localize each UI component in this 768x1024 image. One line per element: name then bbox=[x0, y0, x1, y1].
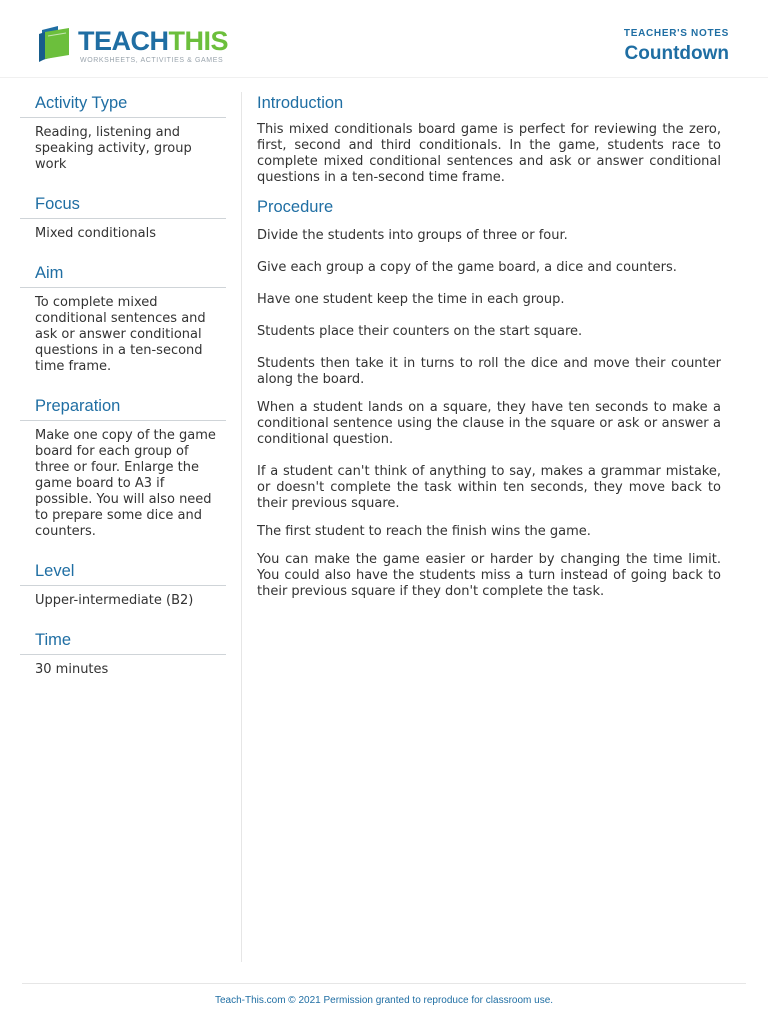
sidebar-heading: Focus bbox=[20, 195, 226, 219]
book-logo-icon bbox=[36, 24, 76, 64]
sidebar-section-preparation bbox=[20, 397, 226, 540]
procedure-step: When a student lands on a square, they have ten seconds to make a conditional sentence using the clause in the square or ask or answer a conditional question. bbox=[257, 400, 721, 447]
logo-word-teach: TEACH bbox=[78, 26, 169, 56]
procedure-step: Students then take it in turns to roll the dice and move their counter along the board. bbox=[257, 356, 721, 387]
logo-word-this: THIS bbox=[168, 26, 229, 56]
procedure-step: You can make the game easier or harder by changing the time limit. You could also have the students miss a turn instead of going back to their previous square if they don't complete the task. bbox=[257, 552, 721, 599]
sidebar-section-time bbox=[20, 631, 226, 678]
logo-tagline: WORKSHEETS, ACTIVITIES & GAMES bbox=[80, 57, 224, 64]
introduction-text: This mixed conditionals board game is perfect for reviewing the zero, first, second and third conditionals. In the game, students race to complete mixed conditional sentences and ask or answer conditional questions in a ten-second time frame. bbox=[257, 122, 721, 185]
introduction-heading: Introduction bbox=[257, 94, 344, 112]
sidebar-text: Mixed conditionals bbox=[35, 226, 156, 241]
sidebar-heading: Activity Type bbox=[20, 94, 226, 118]
procedure-step: The first student to reach the finish wins the game. bbox=[257, 524, 591, 539]
sidebar-text: Reading, listening and speaking activity, group work bbox=[35, 125, 192, 172]
page-title: Countdown bbox=[624, 43, 729, 64]
sidebar-text: Upper-intermediate (B2) bbox=[35, 593, 194, 608]
document-header bbox=[624, 28, 729, 65]
main-content bbox=[257, 94, 721, 600]
procedure-step: Have one student keep the time in each group. bbox=[257, 292, 565, 307]
teachers-notes-label: TEACHER'S NOTES bbox=[623, 28, 729, 39]
sidebar-text: Make one copy of the game board for each group of three or four. Enlarge the game board to A3 if possible. You will also need to prepare some dice and counters. bbox=[35, 428, 216, 539]
sidebar bbox=[20, 94, 226, 700]
procedure-step: Give each group a copy of the game board, a dice and counters. bbox=[257, 260, 677, 275]
sidebar-section-level bbox=[20, 562, 226, 609]
sidebar-heading: Time bbox=[20, 631, 226, 655]
column-divider bbox=[241, 92, 242, 962]
procedure-step: Students place their counters on the start square. bbox=[257, 324, 583, 339]
teach-this-logo[interactable] bbox=[36, 24, 229, 68]
sidebar-heading: Aim bbox=[20, 264, 226, 288]
sidebar-section-focus bbox=[20, 195, 226, 242]
footer-divider bbox=[22, 983, 746, 984]
sidebar-section-aim bbox=[20, 264, 226, 375]
sidebar-heading: Preparation bbox=[20, 397, 226, 421]
sidebar-text: To complete mixed conditional sentences and ask or answer conditional questions in a ten-second time frame. bbox=[35, 295, 206, 374]
procedure-heading: Procedure bbox=[257, 198, 334, 216]
page-header bbox=[0, 0, 768, 78]
sidebar-heading: Level bbox=[20, 562, 226, 586]
sidebar-section-activity-type bbox=[20, 94, 226, 173]
logo-wordmark bbox=[78, 26, 228, 56]
footer-copyright: Teach-This.com © 2021 Permission granted to reproduce for classroom use. bbox=[214, 995, 554, 1006]
sidebar-text: 30 minutes bbox=[35, 662, 109, 677]
procedure-step: Divide the students into groups of three or four. bbox=[257, 228, 568, 243]
procedure-step: If a student can't think of anything to say, makes a grammar mistake, or doesn't complete the task within ten seconds, they move back to their previous square. bbox=[257, 464, 721, 511]
